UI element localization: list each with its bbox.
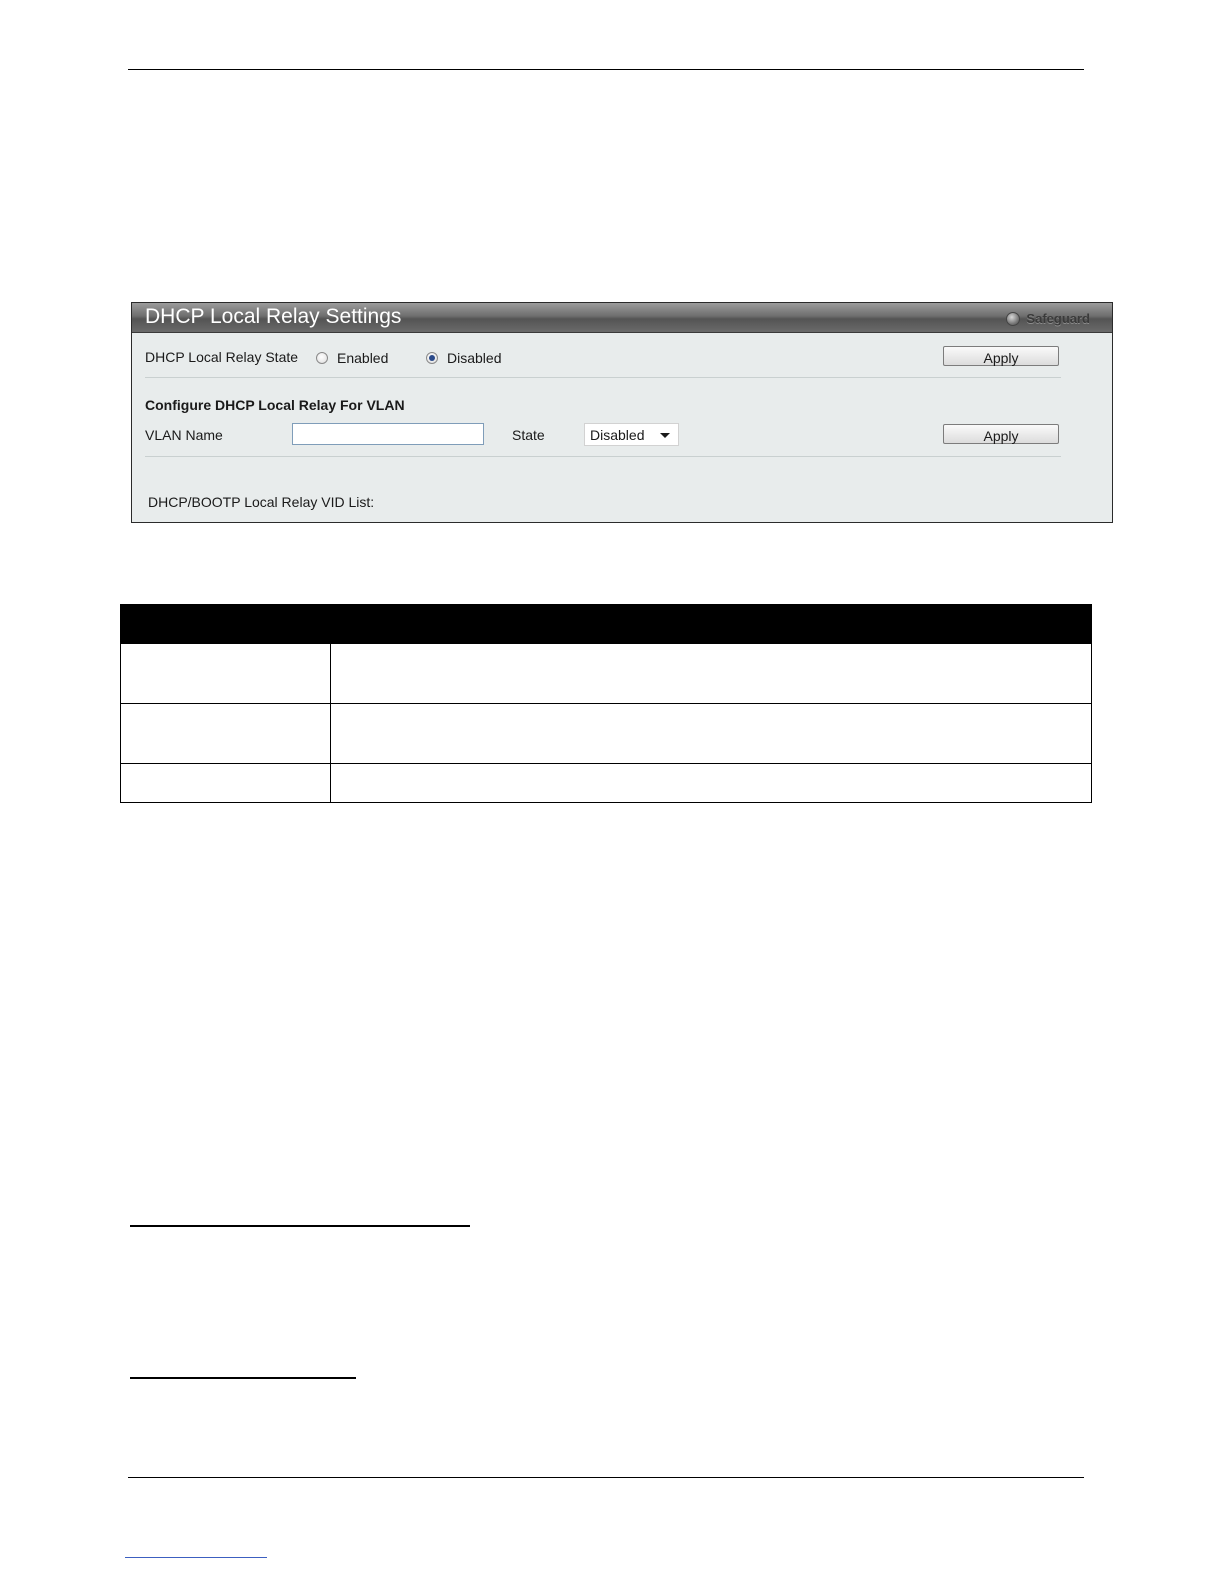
page-footer-rule [128, 1477, 1084, 1478]
radio-disabled[interactable] [426, 352, 438, 364]
table-cell [331, 644, 1092, 704]
table-header-row [121, 605, 1092, 644]
safeguard-icon [1006, 312, 1020, 326]
radio-enabled-label[interactable]: Enabled [337, 350, 389, 366]
table-row [121, 764, 1092, 803]
vlan-name-input[interactable] [292, 423, 484, 445]
table-cell [331, 704, 1092, 764]
table-cell [331, 764, 1092, 803]
table-header-cell [331, 605, 1092, 644]
panel-title: DHCP Local Relay Settings [145, 305, 402, 328]
parameter-table [120, 604, 1092, 803]
section-underline [130, 1377, 356, 1379]
vlan-section-heading: Configure DHCP Local Relay For VLAN [145, 397, 405, 413]
section-underline [130, 1225, 470, 1227]
safeguard-indicator[interactable] [1006, 311, 1090, 326]
footer-link-underline[interactable] [125, 1557, 267, 1558]
section-divider [145, 377, 1061, 378]
vlan-state-select[interactable] [584, 423, 679, 446]
table-row [121, 644, 1092, 704]
panel-header [132, 303, 1112, 333]
apply-state-button[interactable]: Apply [943, 346, 1059, 366]
vlan-state-label: State [512, 427, 545, 443]
safeguard-label: Safeguard [1026, 311, 1090, 326]
table-row [121, 704, 1092, 764]
radio-enabled[interactable] [316, 352, 328, 364]
section-divider-2 [145, 456, 1061, 457]
table-cell [121, 704, 331, 764]
table-cell [121, 764, 331, 803]
table-cell [121, 644, 331, 704]
page-header-rule [128, 69, 1084, 70]
vid-list-label: DHCP/BOOTP Local Relay VID List: [148, 494, 375, 510]
vlan-state-value: Disabled [590, 427, 645, 443]
dhcp-local-relay-panel [131, 302, 1113, 523]
radio-disabled-label[interactable]: Disabled [447, 350, 502, 366]
relay-state-label: DHCP Local Relay State [145, 349, 299, 365]
chevron-down-icon [660, 433, 670, 438]
table-header-cell [121, 605, 331, 644]
vlan-name-label: VLAN Name [145, 427, 223, 443]
apply-vlan-button[interactable]: Apply [943, 424, 1059, 444]
